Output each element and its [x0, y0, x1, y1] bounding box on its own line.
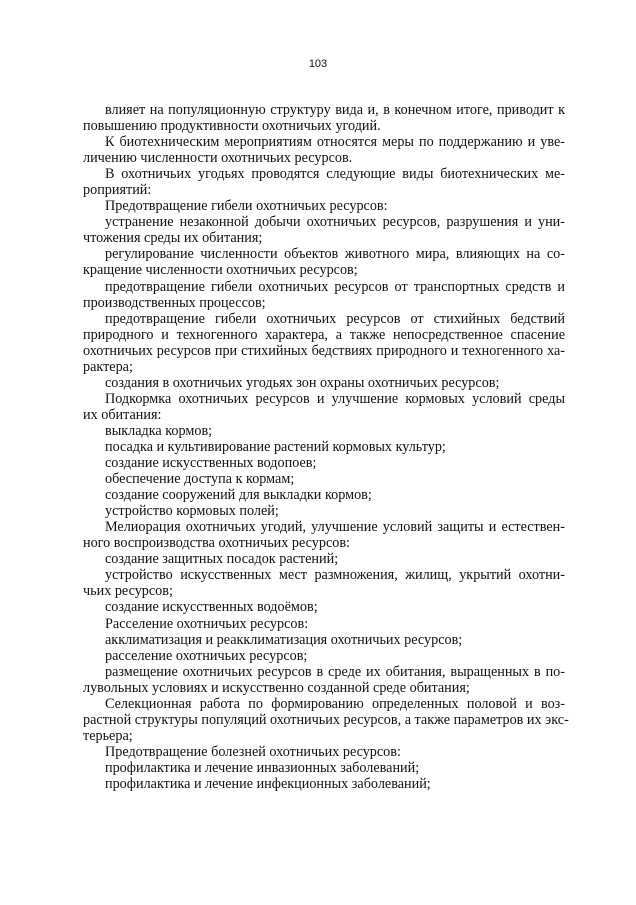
- text-line: роприятий:: [83, 182, 152, 199]
- text-line: создание защитных посадок растений;: [105, 551, 339, 568]
- text-line: природного и техногенного характера, а также непосредственное спасение: [83, 326, 565, 343]
- text-line: повышению продуктивности охотничьих угодий.: [83, 118, 381, 135]
- text-line: выкладка кормов;: [105, 422, 213, 439]
- text-line: их обитания:: [83, 406, 162, 423]
- text-line: Расселение охотничьих ресурсов:: [105, 615, 309, 632]
- text-line: Предотвращение гибели охотничьих ресурсов:: [105, 198, 388, 215]
- text-line: предотвращение гибели охотничьих ресурсов от транспортных средств и: [105, 278, 565, 295]
- text-line: предотвращение гибели охотничьих ресурсов от стихийных бедствий: [105, 310, 565, 327]
- text-line: Подкормка охотничьих ресурсов и улучшение кормовых условий среды: [105, 390, 565, 407]
- text-line: регулирование численности объектов животного мира, влияющих на со-: [105, 246, 565, 263]
- text-line: влияет на популяционную структуру вида и, в конечном итоге, приводит к: [105, 102, 565, 118]
- text-line: В охотничьих угодьях проводятся следующие виды биотехнических ме-: [105, 166, 565, 183]
- text-line: создание искусственных водопоев;: [105, 455, 317, 472]
- text-line: создание сооружений для выкладки кормов;: [105, 487, 372, 504]
- text-line: чтожения среды их обитания;: [83, 230, 263, 247]
- text-line: охотничьих ресурсов при стихийных бедствиях природного и техногенного ха-: [83, 342, 565, 359]
- text-line: рактера;: [83, 358, 133, 375]
- text-line: создание искусственных водоёмов;: [105, 599, 318, 616]
- page-body-text: [83, 102, 569, 792]
- text-line: расселение охотничьих ресурсов;: [105, 647, 308, 664]
- text-line: устранение незаконной добычи охотничьих ресурсов, разрушения и уни-: [105, 214, 565, 231]
- text-line: К биотехническим мероприятиям относятся меры по поддержанию и уве-: [105, 134, 565, 151]
- text-line: ного воспроизводства охотничьих ресурсов:: [83, 535, 350, 552]
- text-line: производственных процессов;: [83, 294, 266, 311]
- text-line: обеспечение доступа к кормам;: [105, 471, 295, 488]
- text-line: профилактика и лечение инфекционных заболеваний;: [105, 775, 431, 792]
- text-line: лувольных условиях и искусственно созданной среде обитания;: [83, 679, 470, 696]
- text-line: Предотвращение болезней охотничьих ресурсов:: [105, 743, 401, 760]
- text-line: Селекционная работа по формированию определенных половой и воз-: [105, 695, 565, 712]
- text-line: терьера;: [83, 727, 133, 744]
- text-line: Мелиорация охотничьих угодий, улучшение условий защиты и естествен-: [105, 519, 565, 536]
- text-line: профилактика и лечение инвазионных заболеваний;: [105, 759, 420, 776]
- text-line: размещение охотничьих ресурсов в среде их обитания, выращенных в по-: [105, 663, 565, 680]
- page-number: 103: [308, 58, 328, 70]
- text-line: растной структуры популяций охотничьих ресурсов, а также параметров их экс-: [83, 711, 569, 728]
- text-line: кращение численности охотничьих ресурсов;: [83, 262, 358, 279]
- text-line: акклиматизация и реакклиматизация охотничьих ресурсов;: [105, 631, 463, 648]
- text-line: личению численности охотничьих ресурсов.: [83, 150, 353, 167]
- text-line: устройство искусственных мест размножения, жилищ, укрытий охотни-: [105, 567, 565, 584]
- text-line: создания в охотничьих угодьях зон охраны охотничьих ресурсов;: [105, 374, 500, 391]
- text-line: чьих ресурсов;: [83, 583, 173, 600]
- text-line: посадка и культивирование растений кормовых культур;: [105, 438, 446, 455]
- text-line: устройство кормовых полей;: [105, 503, 279, 520]
